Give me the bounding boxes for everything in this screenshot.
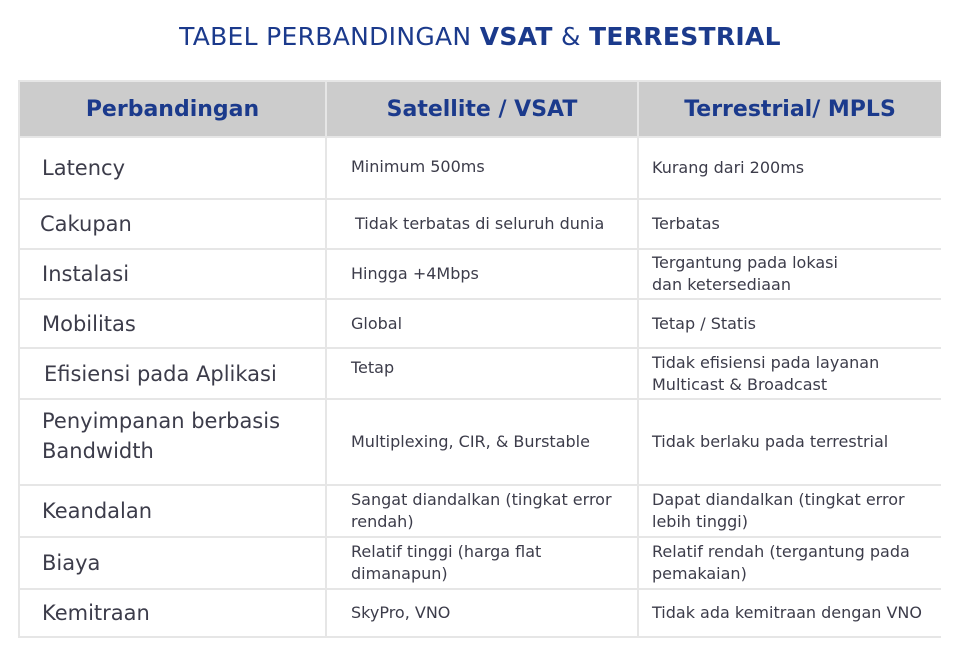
header-perbandingan: Perbandingan — [20, 82, 325, 136]
vsat-cell: Relatif tinggi (harga flat dimanapun) — [327, 538, 637, 588]
comparison-table-container — [18, 80, 941, 638]
row-label: Instalasi — [20, 250, 325, 298]
terrestrial-cell: Relatif rendah (tergantung pada pemakaian) — [639, 538, 941, 588]
vsat-cell: Tetap — [327, 349, 637, 398]
table-row — [20, 400, 941, 484]
title-terrestrial: TERRESTRIAL — [589, 22, 781, 51]
title-vsat: VSAT — [479, 22, 553, 51]
terrestrial-cell: Tidak ada kemitraan dengan VNO — [639, 590, 941, 636]
vsat-cell: SkyPro, VNO — [327, 590, 637, 636]
table-row — [20, 250, 941, 298]
vsat-cell: Sangat diandalkan (tingkat error rendah) — [327, 486, 637, 536]
row-label: Efisiensi pada Aplikasi — [20, 349, 325, 398]
terrestrial-cell: Tetap / Statis — [639, 300, 941, 347]
row-label: Biaya — [20, 538, 325, 588]
vsat-cell: Tidak terbatas di seluruh dunia — [327, 200, 637, 248]
comparison-table — [18, 80, 943, 638]
header-satellite-vsat: Satellite / VSAT — [327, 82, 637, 136]
vsat-cell: Multiplexing, CIR, & Burstable — [327, 400, 637, 484]
row-label: Cakupan — [20, 200, 325, 248]
terrestrial-cell: Terbatas — [639, 200, 941, 248]
row-label: Penyimpanan berbasis Bandwidth — [20, 400, 325, 484]
vsat-cell: Minimum 500ms — [327, 138, 637, 198]
table-row — [20, 349, 941, 398]
table-row — [20, 486, 941, 536]
table-row — [20, 538, 941, 588]
row-label: Keandalan — [20, 486, 325, 536]
terrestrial-cell: Tergantung pada lokasi dan ketersediaan — [639, 250, 941, 298]
table-header-row — [20, 82, 941, 136]
vsat-cell: Hingga +4Mbps — [327, 250, 637, 298]
row-label: Latency — [20, 138, 325, 198]
table-row — [20, 590, 941, 636]
terrestrial-cell: Tidak berlaku pada terrestrial — [639, 400, 941, 484]
page-title — [0, 22, 960, 51]
table-row — [20, 138, 941, 198]
table-row — [20, 300, 941, 347]
vsat-cell: Global — [327, 300, 637, 347]
terrestrial-cell: Kurang dari 200ms — [639, 138, 941, 198]
table-row — [20, 200, 941, 248]
row-label: Kemitraan — [20, 590, 325, 636]
header-terrestrial-mpls: Terrestrial/ MPLS — [639, 82, 941, 136]
title-ampersand: & — [552, 22, 589, 51]
title-prefix: TABEL PERBANDINGAN — [179, 22, 480, 51]
terrestrial-cell: Tidak efisiensi pada layanan Multicast & Broadcast — [639, 349, 941, 398]
terrestrial-cell: Dapat diandalkan (tingkat error lebih tinggi) — [639, 486, 941, 536]
row-label: Mobilitas — [20, 300, 325, 347]
